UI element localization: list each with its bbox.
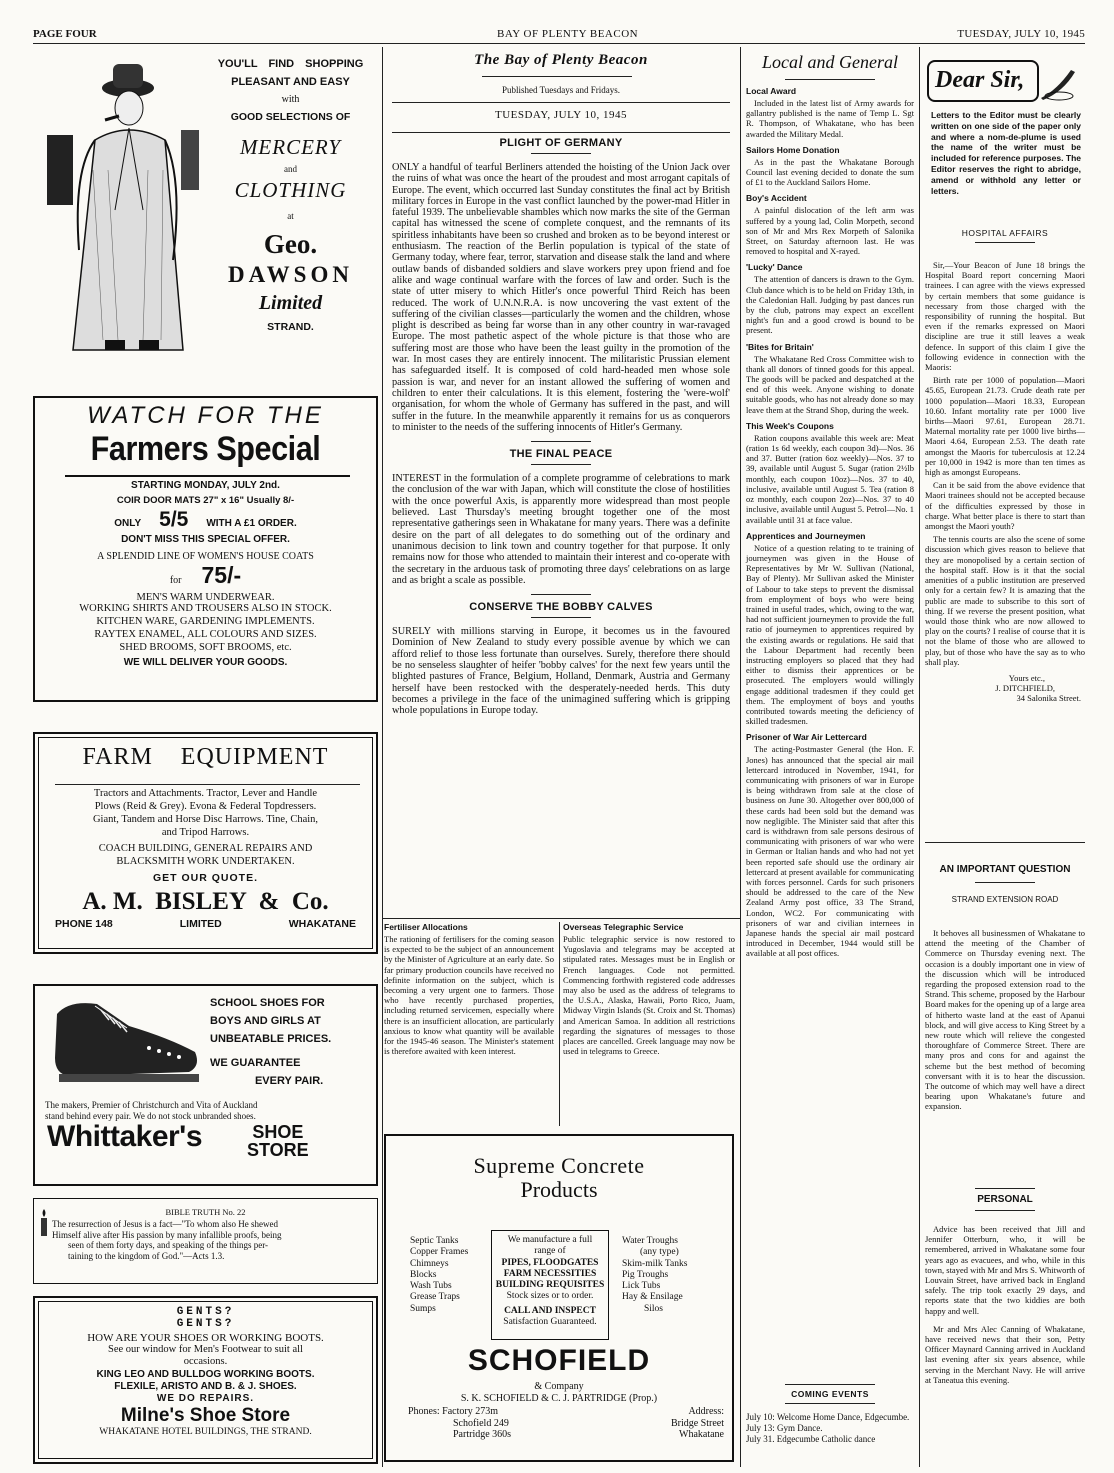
local-item-title: 'Lucky' Dance bbox=[746, 262, 803, 273]
editorial-column bbox=[392, 52, 730, 716]
fertiliser-heading: Fertiliser Allocations bbox=[384, 922, 468, 932]
farmers-line: WITH A £1 ORDER. bbox=[206, 518, 297, 529]
shoes-line: BOYS AND GIRLS AT bbox=[210, 1015, 321, 1027]
dawson-geo: Geo. bbox=[263, 229, 318, 259]
shoes-line: The makers, Premier of Christchurch and Vita of Auckland bbox=[45, 1100, 258, 1110]
farmers-special-ad bbox=[33, 396, 378, 702]
schofield-left: Grease Traps bbox=[410, 1292, 460, 1303]
local-item-title: This Week's Coupons bbox=[746, 420, 834, 431]
masthead-rule bbox=[482, 76, 632, 77]
event-item: July 13: Gym Dance. bbox=[746, 1423, 823, 1433]
bible-line: The resurrection of Jesus is a fact—"To whom also He shewed bbox=[52, 1219, 278, 1229]
question-heading: AN IMPORTANT QUESTION bbox=[939, 864, 1071, 875]
whittakers-store: STORE bbox=[247, 1140, 309, 1160]
schofield-left: Wash Tubs bbox=[410, 1281, 452, 1292]
paper-name: BAY OF PLENTY BEACON bbox=[497, 28, 639, 40]
bible-truth-box bbox=[33, 1198, 378, 1284]
farm-line: GET OUR QUOTE. bbox=[152, 872, 258, 884]
farmers-line: SHED BROOMS, SOFT BROOMS, etc. bbox=[119, 642, 292, 653]
farmers-price: 5/5 bbox=[159, 508, 189, 531]
local-item-title: Local Award bbox=[746, 86, 797, 96]
schofield-right: Skim-milk Tanks bbox=[622, 1258, 688, 1269]
letters-notice: Letters to the Editor must be clearly written on one side of the paper only and where a nom-de-plume is used the name of the writer must be included for reference purposes. The Editor reserves the right to abridge, amend or withhold any letter or letters. bbox=[931, 110, 1081, 196]
editorial-masthead: The Bay of Plenty Beacon bbox=[474, 52, 648, 68]
local-item-body: As in the past the Whakatane Borough Council last evening decided to donate the sum of £1 to the Auckland Sailors Home. bbox=[746, 156, 914, 188]
dawson-line: PLEASANT AND EASY bbox=[231, 76, 350, 88]
local-item-body: Notice of a question relating to te training of journeymen was given in the House of Representatives by Mr W. Sullivan (National, Bay of Plenty). Mr Sullivan asked the Minister of Labour to take steps to prevent the dismissal from employment of boys who were being trained in useful trades, which, owing to the war, had not sufficient journeymen to provide the full ratio of journeymen to apprentices required by the existing awards or regulations. He said that the Labour Department had recently been instructing employers so placed that they had either to dismiss their apprentices or be prosecuted. The employers would willingly engage additional tradesmen if they could get them. The employment of boys and youths contributed towards meeting the deficiency of skilled tradesmen. bbox=[746, 542, 914, 727]
schofield-co: & Company bbox=[534, 1381, 584, 1392]
question-subheading: STRAND EXTENSION ROAD bbox=[951, 895, 1059, 904]
farm-heading: FARM EQUIPMENT bbox=[82, 744, 329, 770]
shoes-line: UNBEATABLE PRICES. bbox=[210, 1033, 332, 1045]
farm-line: BLACKSMITH WORK UNDERTAKEN. bbox=[116, 856, 295, 867]
local-heading: Local and General bbox=[762, 52, 898, 72]
local-item-title: Apprentices and Journeymen bbox=[746, 530, 866, 541]
fertiliser-item bbox=[384, 922, 554, 1056]
farmers-line: for bbox=[169, 575, 182, 586]
local-item-body: Ration coupons available this week are: Meat (ration 1s 6d weekly, each coupon 3d)—Nos. 36 and 37. Butter (ration 6oz weekly)—Nos. 37 to 39, available until August 5. Sugar (ration 2½lb monthly, each coupon 10oz)—Nos. 37 to 40, inclusive, available until August 5. Tea (ration 8 oz monthly, each coupon 2oz)—Nos. 37 to 40 inclusive, available until August 5. Petrol—No. 1 available until 31 at face value. bbox=[746, 432, 914, 525]
schofield-mid: range of bbox=[534, 1246, 566, 1257]
schofield-props: S. K. SCHOFIELD & C. J. PARTRIDGE (Prop.) bbox=[460, 1393, 658, 1404]
letter-para: Sir,—Your Beacon of June 18 brings the Hospital Board report concerning Maori trainees. I can agree with the views expressed by certain members that some guidance is necessary from those charged with the responsibility of running the hospital. But even if the remarks expressed on Maori discipline are true it still leaves a weak defence. In support of this claim I give the following evidence in connection with the Maoris: bbox=[925, 260, 1085, 373]
shoes-line: WE GUARANTEE bbox=[210, 1057, 301, 1069]
farmers-heading: WATCH FOR THE bbox=[87, 402, 324, 429]
milnes-line: FLEXILE, ARISTO AND B. & J. SHOES. bbox=[114, 1381, 297, 1392]
dear-sir-text: Dear Sir, bbox=[935, 67, 1025, 93]
whittakers-shoe: SHOE bbox=[252, 1122, 304, 1142]
local-item-title: Prisoner of War Air Lettercard bbox=[746, 732, 867, 743]
letter-sign: J. DITCHFIELD, bbox=[995, 683, 1055, 694]
dear-sir-logo bbox=[927, 60, 1039, 102]
milnes-line: HOW ARE YOUR SHOES OR WORKING BOOTS. bbox=[87, 1332, 324, 1344]
schofield-right: Water Troughs bbox=[622, 1236, 678, 1246]
farmers-line: A SPLENDID LINE OF WOMEN'S HOUSE COATS bbox=[97, 551, 314, 562]
personal-para: Mr and Mrs Alec Canning of Whakatane, have received news that their son, Petty Officer Maynard Canning arrived in Auckland last evening after six years absence, while serving in the Merchant Navy. He will arrive at Taneatua this evening. bbox=[925, 1323, 1085, 1385]
schofield-mid: Stock sizes or to order. bbox=[506, 1291, 594, 1302]
gentleman-illustration bbox=[33, 50, 203, 366]
schofield-left: Chimneys bbox=[410, 1258, 449, 1269]
letter-para: The tennis courts are also the scene of some discussion which gives reason to believe that they are monopolised by a certain section of the hospital staff. How is it that the social amenities of a public institution are preserved only for a certain few? It is amazing that the public are made to subscribe to this sort of thing. If we reverse the present position, what would those think who are now allowed to play on the courts? I realise of course that it is not the blame of those who are allowed to play, but of those who have the say as to who shall play. bbox=[925, 534, 1085, 667]
bible-line: Himself alive after His passion by many infallible proofs, being bbox=[52, 1229, 282, 1240]
farmers-line: DON'T MISS THIS SPECIAL OFFER. bbox=[121, 534, 290, 545]
dawson-name: DAWSON bbox=[228, 262, 353, 287]
milnes-ad bbox=[33, 1296, 378, 1464]
telegraph-body: Public telegraphic service is now restored to Yugoslavia and telegrams may be accepted at stipulated rates. Messages must be in English or French languages. Code not permitted. Commencing forthwith registered code addresses may also be used as the address of telegrams to the U.S.A., Alaska, Hawaii, Porto Rico, Juam, Midway Virgin Islands (St. Croix and St. Thomas) and American Samoa. In addition all restrictions regarding the signatures of messages to those places are cancelled. Greek language may now be used in telegrams to Greece. bbox=[563, 934, 735, 1057]
dawson-line: and bbox=[284, 164, 297, 174]
letter-sign: 34 Salonika Street. bbox=[1016, 693, 1081, 704]
milnes-gents: GENTS? bbox=[176, 1306, 235, 1318]
editorial-rule bbox=[383, 918, 740, 919]
schofield-mid: PIPES, FLOODGATES bbox=[501, 1257, 599, 1268]
shoe-illustration bbox=[49, 996, 204, 1088]
schofield-mid: CALL AND INSPECT bbox=[504, 1305, 596, 1316]
farmers-line: COIR DOOR MATS 27" x 16" Usually 8/- bbox=[116, 495, 295, 506]
farm-equipment-ad bbox=[33, 732, 378, 954]
schofield-mid: FARM NECESSITIES bbox=[503, 1268, 597, 1279]
milnes-line: KING LEO AND BULLDOG WORKING BOOTS. bbox=[96, 1369, 315, 1380]
shoes-line: EVERY PAIR. bbox=[254, 1075, 324, 1087]
bisley-town: WHAKATANE bbox=[288, 918, 356, 930]
masthead-rule bbox=[33, 43, 1085, 44]
dawson-line: with bbox=[281, 94, 300, 105]
schofield-right: Pig Troughs bbox=[622, 1269, 669, 1280]
local-item-title: Sailors Home Donation bbox=[746, 144, 840, 155]
bible-heading: BIBLE TRUTH No. 22 bbox=[165, 1207, 246, 1217]
letter-sign: Yours etc., bbox=[1008, 672, 1045, 683]
editorial-rule bbox=[392, 132, 730, 133]
schofield-right: Hay & Ensilage bbox=[622, 1292, 683, 1303]
schofield-address: Bridge Street bbox=[670, 1417, 724, 1429]
whittakers-ad bbox=[33, 984, 378, 1186]
dawson-line: at bbox=[287, 211, 294, 221]
schofield-left: Sumps bbox=[410, 1303, 436, 1314]
milnes-line: WE DO REPAIRS. bbox=[156, 1393, 255, 1404]
schofield-phone: Partridge 360s bbox=[453, 1429, 512, 1440]
column-rule bbox=[382, 47, 383, 1467]
farmers-line: KITCHEN WARE, GARDENING IMPLEMENTS. bbox=[96, 616, 315, 627]
coming-events bbox=[746, 1380, 914, 1445]
bible-line: taining to the kingdom of God."—Acts 1.3. bbox=[68, 1250, 225, 1261]
schofield-right: Silos bbox=[644, 1303, 664, 1314]
farm-rule bbox=[55, 784, 360, 785]
dawson-limited: Limited bbox=[258, 292, 323, 314]
local-item-body: The Whakatane Red Cross Committee wish to thank all donors of tinned goods for this appeal. The goods will be packed and despatched at the end of this week. Anyone wishing to donate suitable goods, who has not already done so may leave them at the Strand Shop, during the week. bbox=[746, 353, 914, 415]
shoes-line: SCHOOL SHOES FOR bbox=[210, 997, 325, 1009]
farm-line: Giant, Tandem and Horse Disc Harrows. Tine, Chain, bbox=[92, 814, 319, 825]
farmers-line: ONLY bbox=[114, 518, 142, 529]
column-rule bbox=[919, 47, 920, 1467]
letters-rule bbox=[925, 842, 1085, 843]
farm-line: COACH BUILDING, GENERAL REPAIRS AND bbox=[98, 843, 313, 854]
schofield-mid: Satisfaction Guaranteed. bbox=[503, 1317, 597, 1328]
letters-heading: HOSPITAL AFFAIRS bbox=[961, 228, 1049, 238]
whittakers-name: Whittaker's bbox=[47, 1120, 203, 1153]
event-item: July 31. Edgecumbe Catholic dance bbox=[746, 1434, 876, 1444]
schofield-heading: Supreme Concrete bbox=[473, 1153, 645, 1178]
farmers-rule bbox=[65, 475, 350, 477]
article-body: ONLY a handful of tearful Berliners attended the hoisting of the Union Jack over the ruins of what was once the heart of the proudest and most arrogant capitals of Europe. The event, which occurred last Sunday constitutes the final act by British military forces in Europe in the vast conflict launched by the power-mad Hitler in fateful 1939. The unbelievable shambles which now marks the site of the German capital has witnessed the scene of complete conquest, and the remnants of its spiritless inhabitants have been so crushed and broken as to be beyond interest or enthusiasm. The reaction of the Berlin population is typical of the state of Germany today, where fear, terror, starvation and disease stalk the land and where outlaw bands of disbanded soldiers and slave workers prey upon friend and foe alike and wage continual warfare with the forces of law and order. Such is the state of utter misery to which Hitler's once powerful Third Reich has been reduced. The work of U.N.N.R.A. is now uncovering the vast extent of the suffering of the civilian classes—particularly the women and the children, whose plight is described as being far worse than in any other country in war-ravaged Europe. The most pathetic aspect of the whole picture is that those who are suffering most are those who have been the least guilty in the promotion of the war. In most cases they are entirely innocent. The militaristic Prussian element has safeguarded itself. It is composed of cold hard-headed men whose sole passion is war, and never for an instant allowed the suffering of women and children to enter their calculations. It is this element, fostering the 'were-wolf' organisation, for whom the whole of Germany has suffered in the past, and will suffer in the future. In the meanwhile apparently it remains for us as conquerors to minister to the needs of the suffering innocents of Hitler's Germany. bbox=[392, 162, 730, 433]
milnes-name: Milne's Shoe Store bbox=[120, 1405, 291, 1426]
editorial-date: TUESDAY, JULY 10, 1945 bbox=[494, 109, 628, 121]
dawson-strand: STRAND. bbox=[267, 321, 314, 333]
local-item-body: The acting-Postmaster General (the Hon. F. Jones) has announced that the special air mail lettercard introduced in November, 1941, for communicating with prisoners of war in Europe is being withdrawn from sale at the close of business on June 30. Altogether over 800,000 of these cards had been sold but the demand was now negligible. The Minister said that after this card is withdrawn from sale persons desirous of communicating with prisoners of war who were in German or Italian hands and who had not yet been reported safe should use the ordinary air lettercard at present available for communicating with forces personnel. Cards for such prisoners should be addressed to the care of the New Zealand Army post office, 33 The Strand, London, WC2. For communicating with prisoners of war and civilian internees in Japanese hands the special air mail postcard introduced in December, 1944 would still be available at all post offices. bbox=[746, 744, 914, 959]
article-headline: PLIGHT OF GERMANY bbox=[499, 137, 623, 149]
schofield-heading: Products bbox=[520, 1177, 598, 1202]
fertiliser-body: The rationing of fertilisers for the coming season is expected to be the subject of an announcement by the Minister of Agriculture at an early date. So far primary production councils have received no definite information on the subject, which is becoming a very urgent one to farmers. Those who have recently purchased properties, including returned servicemen, especially where there is an insufficient allocation, are particularly anxious to know what quantity will be available for the 1945-46 season. The Minister's statement is therefore awaited with keen interest. bbox=[384, 934, 554, 1057]
farm-line: Tractors and Attachments. Tractor, Lever and Handle bbox=[93, 788, 318, 799]
schofield-right: Lick Tubs bbox=[622, 1281, 661, 1292]
shoes-line: stand behind every pair. We do not stock unbranded shoes. bbox=[45, 1110, 256, 1121]
schofield-left: Copper Frames bbox=[410, 1247, 469, 1258]
letter-para: Can it be said from the above evidence that Maori trainees should not be accepted because of the difficulties expressed by those in charge. What better place is there to start than amongst the Maori youth? bbox=[925, 480, 1085, 532]
dawson-ad bbox=[33, 50, 378, 366]
local-item-body: The attention of dancers is drawn to the Gym. Club dance which is to be held on Friday 13th, in the Caledonian Hall. Judging by past dances run by the club, patrons may expect an excellent night's fun and a good crowd is bound to be present. bbox=[746, 274, 914, 336]
local-item-title: Boy's Accident bbox=[746, 193, 807, 204]
editorial-rule bbox=[392, 102, 730, 103]
farm-line: Plows (Reid & Grey). Evona & Federal Topdressers. bbox=[94, 801, 317, 812]
farmers-line: WORKING SHIRTS AND TROUSERS ALSO IN STOCK. bbox=[79, 603, 332, 614]
schofield-phone: Phones: Factory 273m bbox=[408, 1406, 498, 1417]
schofield-mid: BUILDING REQUISITES bbox=[495, 1280, 605, 1291]
schofield-address: Address: bbox=[688, 1406, 724, 1417]
dawson-line: YOU'LL FIND SHOPPING bbox=[217, 58, 364, 70]
personal-heading: PERSONAL bbox=[977, 1194, 1033, 1205]
article-body: INTEREST in the formulation of a complete programme of celebrations to mark the conclusion of the war with Japan, which will constitute the close of hostilities with the once powerful Axis, is apparently more widespread than most people believed. Last Thursday's meeting brought together one of the most representative gatherings seen in Whakatane for many years. There was a definite desire on the part of all delegates to do something out of the ordinary and unanimous decision to link town and country together for that purpose. It only remains now for those who attended to maintain their interest and co-operate with the secretary in the arduous task of promoting three days' celebrations on as large and as bright a scale as possible. bbox=[392, 473, 730, 586]
masthead bbox=[33, 28, 1085, 42]
article-headline: THE FINAL PEACE bbox=[509, 448, 613, 461]
farmers-line: MEN'S WARM UNDERWEAR. bbox=[136, 592, 275, 603]
farm-line: and Tripod Harrows. bbox=[161, 827, 250, 838]
farmers-line: WE WILL DELIVER YOUR GOODS. bbox=[123, 657, 288, 668]
issue-date: TUESDAY, JULY 10, 1945 bbox=[957, 28, 1085, 40]
article-headline: CONSERVE THE BOBBY CALVES bbox=[469, 601, 653, 614]
local-item-title: 'Bites for Britain' bbox=[746, 341, 814, 352]
column-rule bbox=[740, 47, 741, 1467]
dawson-clothing: CLOTHING bbox=[234, 178, 347, 202]
personal-para: Advice has been received that Jill and Jennifer Otterburn, who, it will be remembered, arrived in Whakatane some four years ago as evacuees, and who, while in this town, stayed with Mr and Mrs S. Whitworth of Louvain Street, have arrived back in England safely. The trip took exactly 29 days, and reports state that the two kiddies are both happy and well. bbox=[925, 1224, 1085, 1316]
question-body: It behoves all businessmen of Whakatane to attend the meeting of the Chamber of Commerce on Thursday evening next. The occasion is a doubly important one in view of the discussion which will be introduced regarding the proposed extension road to the Strand. This scheme, proposed by the Harbour Board makes for the opening up of a large area of hitherto waste land at the east of Apanui block, and will give access to King Street by a new route which will relieve the congested thoroughfare of Commerce Street. There are many pros and cons for and against the scheme but the best method of becoming conversant with it is to hear the discussion. The outcome of which may well have a direct bearing upon Whakatane's future and expansion. bbox=[925, 928, 1085, 1112]
schofield-right: (any type) bbox=[640, 1247, 679, 1258]
schofield-mid: We manufacture a full bbox=[507, 1235, 593, 1245]
dawson-mercery: MERCERY bbox=[239, 135, 342, 159]
ink-pen-icon bbox=[1037, 60, 1081, 104]
local-general-column bbox=[746, 52, 914, 959]
farmers-line: RAYTEX ENAMEL, ALL COLOURS AND SIZES. bbox=[94, 629, 317, 640]
telegraph-heading: Overseas Telegraphic Service bbox=[563, 922, 684, 932]
milnes-line: occasions. bbox=[183, 1356, 228, 1367]
schofield-ad bbox=[384, 1134, 734, 1462]
bisley-limited: LIMITED bbox=[179, 918, 222, 930]
page-number: PAGE FOUR bbox=[33, 28, 97, 40]
bisley-phone: PHONE 148 bbox=[55, 918, 113, 930]
farmers-line: STARTING MONDAY, JULY 2nd. bbox=[131, 480, 280, 491]
milnes-address: WHAKATANE HOTEL BUILDINGS, THE STRAND. bbox=[99, 1427, 312, 1437]
bible-line: seen of them forty days, and speaking of the things per- bbox=[68, 1240, 269, 1250]
milnes-line: See our window for Men's Footwear to suit all bbox=[108, 1344, 303, 1355]
schofield-name: SCHOFIELD bbox=[467, 1344, 651, 1377]
farmers-title: Farmers Special bbox=[90, 430, 321, 468]
candle-icon bbox=[38, 1207, 50, 1239]
dawson-line: GOOD SELECTIONS OF bbox=[230, 111, 351, 123]
farmers-price: 75/- bbox=[201, 562, 242, 588]
milnes-gents: GENTS? bbox=[176, 1318, 235, 1330]
telegraph-item bbox=[563, 922, 735, 1056]
bisley-name: A. M. BISLEY & Co. bbox=[82, 888, 329, 915]
column-rule bbox=[559, 922, 560, 1126]
schofield-left: Septic Tanks bbox=[410, 1236, 459, 1246]
editorial-published: Published Tuesdays and Fridays. bbox=[501, 85, 620, 95]
letter-para: Birth rate per 1000 of population—Maori 45.65, European 21.73. Crude death rate per 1000 population—Maori 18.33, European 10.60. Infant mortality rate per 1000 live births—Maori 97.61, European 28.71. Maternal mortality rate per 1000 live births—Maori 4.64, European 2.53. The death rate amongst the Maoris for tuberculosis at 12.24 per 10,000 in 1942 is more than ten times as high as amongst Europeans. bbox=[925, 375, 1085, 478]
schofield-address: Whakatane bbox=[679, 1429, 724, 1440]
schofield-phone: Schofield 249 bbox=[453, 1417, 509, 1429]
local-item-body: Included in the latest list of Army awards for gallantry published is the name of Temp L. Sgt R. Thompson, of Whakatane, who has been awarded the Military Medal. bbox=[746, 98, 914, 139]
events-heading: COMING EVENTS bbox=[791, 1389, 869, 1399]
article-body: SURELY with millions starving in Europe, it becomes us in the favoured Dominion of New Zealand to study every possible avenue by which we can afford relief to those less fortunate than ourselves. Surely, therefore there should be no senseless slaughter of heifer 'bobby calves' for the next few years until the blighted pastures of France, Belgium, Holland, Denmark, Austria and Germany herself have been restocked with the desperately-needed herds. This duty becomes a privilege in the face of the unimagined suffering which is gripping whole populations in Europe today. bbox=[392, 626, 730, 717]
schofield-left: Blocks bbox=[410, 1269, 437, 1280]
event-item: July 10: Welcome Home Dance, Edgecumbe. bbox=[746, 1412, 910, 1422]
local-item-body: A painful dislocation of the left arm was suffered by a young lad, Colin Morpeth, second son of Mr and Mrs Rex Morpeth of Salonika Street, on Saturday afternoon last. He was removed to hospital and X-rayed. bbox=[746, 205, 914, 257]
